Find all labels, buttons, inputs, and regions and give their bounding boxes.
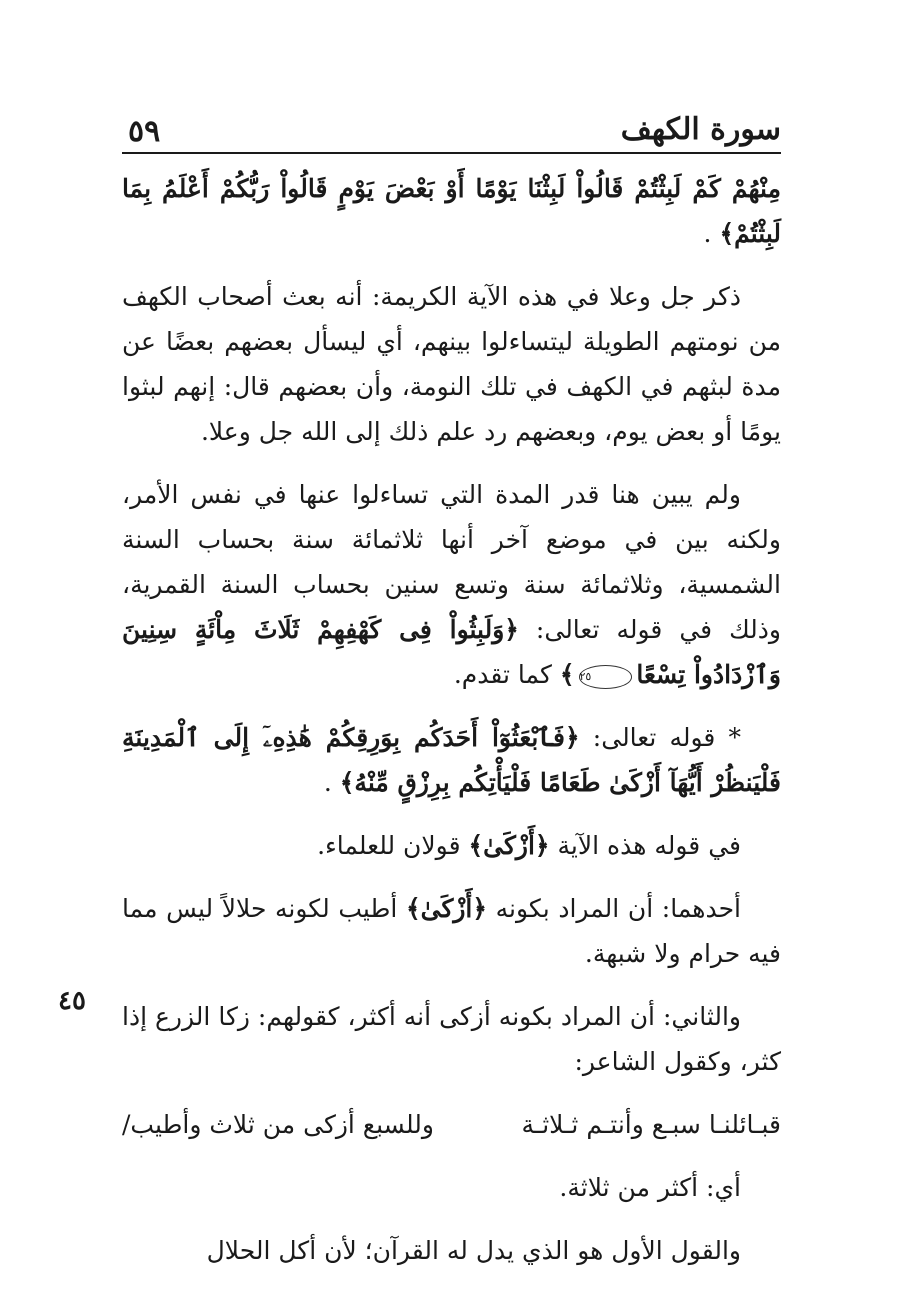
quran-text: وَلَبِثُواْ فِى كَهْفِهِمْ ثَلَاثَ مِاْئَةٍ سِنِينَ وَٱزْدَادُواْ تِسْعًا (122, 615, 781, 689)
paragraph-text: كما تقدم. (453, 660, 560, 689)
paragraph (122, 886, 781, 976)
period: . (703, 219, 720, 248)
header-rule (122, 152, 781, 154)
ornate-bracket-close: ﴾ (559, 660, 575, 689)
ornate-bracket-open: ﴿ (565, 723, 580, 752)
margin-number: ٤٥ (58, 986, 86, 1016)
poem-first-hemistich: قبـائلنـا سبـع وأنتـم ثـلاثـة (521, 1110, 781, 1139)
paragraph: أي: أكثر من ثلاثة. (559, 1173, 741, 1202)
paragraph-text: في قوله هذه الآية (549, 831, 741, 860)
ornate-bracket-open: ﴿ (504, 615, 519, 644)
page-header (122, 108, 781, 152)
paragraph (122, 472, 781, 697)
ornate-bracket-close: ﴾ (719, 219, 735, 248)
quran-word: ﴿أَزْكَىٰ﴾ (468, 831, 550, 860)
poem-second-hemistich: وللسبع أزكى من ثلاث وأطيب/ (122, 1110, 434, 1139)
quran-word: ﴿أَزْكَىٰ﴾ (405, 894, 488, 923)
poem-verse (122, 1102, 781, 1147)
surah-title: سورة الكهف (620, 112, 781, 147)
verse-number-marker: ٢٥ (579, 665, 633, 689)
paragraph (122, 715, 781, 805)
paragraph-text: أطيب لكونه حلالاً ليس مما فيه حرام ولا شبهة. (122, 894, 781, 968)
paragraph-lead: * قوله تعالى: (579, 723, 741, 752)
paragraph-text: قولان للعلماء. (317, 831, 469, 860)
quran-verse-continuation (122, 166, 781, 256)
quran-text: مِنْهُمْ كَمْ لَبِثْتُمْ قَالُواْ لَبِثْنَا يَوْمًا أَوْ بَعْضَ يَوْمٍ قَالُواْ رَبُّكُمْ أَعْلَمُ بِمَا لَبِثْتُمْ (122, 174, 781, 248)
paragraph: والثاني: أن المراد بكونه أزكى أنه أكثر، كقولهم: زكا الزرع إذا كثر، وكقول الشاعر: (122, 1002, 781, 1076)
ornate-bracket-close: ﴾ (339, 768, 355, 797)
paragraph: والقول الأول هو الذي يدل له القرآن؛ لأن أكل الحلال (206, 1236, 741, 1265)
paragraph: ذكر جل وعلا في هذه الآية الكريمة: أنه بعث أصحاب الكهف من نومتهم الطويلة ليتساءلوا بينهم، أي ليسأل بعضهم بعضًا عن مدة لبثهم في الكهف في تلك النومة، وأن بعضهم قال: إنهم لبثوا يومًا أو بعض يوم، وبعضهم رد علم ذلك إلى الله جل وعلا. (122, 282, 781, 446)
paragraph (122, 823, 781, 868)
paragraph-text: ولم يبين هنا قدر المدة التي تساءلوا عنها في نفس الأمر، ولكنه بين في موضع آخر أنها ثلاثمائة سنة بحساب السنة الشمسية، وثلاثمائة سنة وتسع سنين بحساب السنة القمرية، وذلك في قوله تعالى: (122, 480, 781, 644)
period: . (323, 768, 340, 797)
paragraph-text: أحدهما: أن المراد بكونه (487, 894, 741, 923)
page-number: ٥٩ (128, 114, 161, 149)
quran-text: فَٱبْعَثُوٓاْ أَحَدَكُم بِوَرِقِكُمْ هَٰذِهِۦٓ إِلَى ٱلْمَدِينَةِ فَلْيَنظُرْ أَيُّهَآ أَزْكَىٰ طَعَامًا فَلْيَأْتِكُم بِرِزْقٍ مِّنْهُ (122, 723, 781, 797)
document-body (122, 166, 781, 1291)
